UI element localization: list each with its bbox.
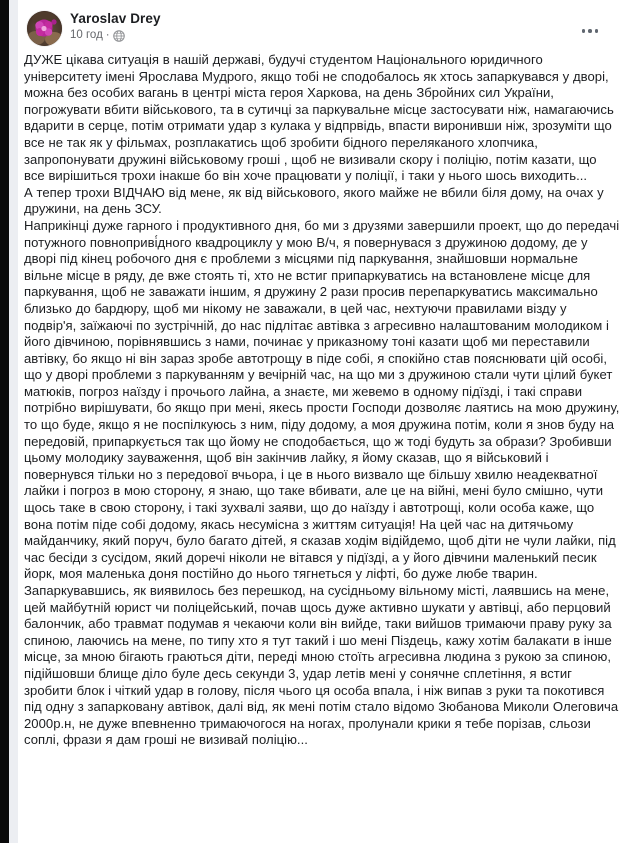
ellipsis-dot — [595, 29, 599, 33]
ellipsis-dot — [582, 29, 586, 33]
post-body — [24, 52, 620, 749]
globe-icon[interactable] — [113, 30, 125, 42]
screenshot-left-edge-bar — [0, 0, 9, 843]
post-paragraph: А тепер трохи ВІДЧАЮ від мене, як від військового, якого майже не вбили біля дому, на очах у дружини, на день ЗСУ. — [24, 184, 604, 217]
post-paragraph: ДУЖЕ цікава ситуація в нашій державі, будучі студентом Національного юридичного університету імені Ярослава Мудрого, якщо тобі не сподобалось як хтось запаркувався у дворі, можна без особих вагань в центрі міста героя Харкова, на день Збройних сил України, погрожувати вбити військового, та в сутичці за паркувальне місце застосувати ніж, намагаючись вдарити в серце, потім отримати удар з кулака у відпрвідь, впасти виронивши ніж, зрозуміти що все не так як у фільмах, розплакатись щоб зробити бідного переляканого хлопчика, запропонувати дружині військовому гроші , щоб не визивали скору і поліцію, потім казати, що все вирішиться трохи інакше бо він хоче працювати у поліції, і таки у нього шось виходить... — [24, 52, 614, 184]
author-block — [70, 10, 161, 43]
post-card — [18, 0, 620, 843]
ellipsis-dot — [588, 29, 592, 33]
post-paragraph: Наприкінці дуже гарного і продуктивного дня, бо ми з друзями завершили проект, що до передачі потужного повноприві́дного квадроциклу у мою В/ч, я повернувася з дружиною додому, де у дворі під кінец робочого дня є проблеми з місцями під паркування, знайшовши нормальне вільне місце в ряду, де вже стоять ті, хто не встиг припаркуватись на встановлене місце для паркування, щоб не заважати іншим, я дружину 2 рази просив перепаркуватись максимально близько до бардюру, щоб ми нікому не заважали, в цей час, нехтуючи правилами візду у подвір'я, заїжаючі по зустрічній, до нас підлітає автівка з агресивно налаштованим молодиком і його дівчиною, порівнявшись з нами, починає у приказному тоні казати щоб ми переставили автівку, бо якщо ні він зараз зробе автотрощу в піде собі, я спокійно став пояснювати цій особі, що у дворі проблеми з паркуванням у вечірній час, на що ми з дружиною стали чути цілий букет матюків, погроз наїзду і прочього лайна, а знаєте, ми жевемо в одному підїзді, і такі справи потрібно вирішувати, бо якщо при мені, якесь прости Господи дозволяє лаятись на мою дружину, то що буде, якщо я не поспілкуюсь з ним, піду додому, а моя дружина потім, коли я знов буду на передовій, припаркується так що йому не сподобається, що ж тоді будуть за образи? Зробивши цьому молодику зауваження, щоб він закінчив лайку, я йому сказав, що я військовий і повернувся тільки но з передової вчьора, і це в нього визвало ще більшу хвилю неадекватної лайки і погроз в мою сторону, я знаю, що таке вбивати, але це на війні, мені було смішно, чути щось таке в свою сторону, і такі зухвалі заяви, що до наїзду і автотрощі, коли особа каже, що вона потім піде собі додому, якась несумісна з життям ситуація! На цей час на дитячьому майданчику, який поруч, було багато дітей, я сказав ходім відійдемо, щоб діти не чули лайки, під час бесіди з сусідом, який доречі ніколи не вітався у підїзді, а у його дівчини маленький песик йорк, моя маленька доня постійно до нього тягнеться у ліфті, бо дуже любе тварин. Запаркувавшись, як виявилось без перешкод, на сусідньому вільному місті, лаявшись на мене, цей майбутній юрист чи поліцейський, почав щось дуже активно шукати у автівці, або перцовий балончик, або травмат подумав я чекаючи коли він вийде, таки вийшов тримаючи праву руку за спиною, лаючись на мене, по типу хто я тут такий і шо мені Піздець, кажу хотім балакати в інше місце, за мною бігають граються діти, переді мною стоїть агресивна людина з рукою за спиною, підійшовши блище діло буле десь секунди 3, удар летів мені у сонячне сплетіння, я встиг зробити блок і чіткий удар в голову, після чього ця особа впала, і ніж випав з руки та покотився під одну з запарковану автівок, далі від, як мені потім стало відомо Зюбанова Миколи Олеговича 2000р.н, не дуже впевненно тримаючогося на ногах, пролунали крики я тебе порізав, сльози соплі, фрази я дам гроші не визивай поліцію... — [24, 217, 620, 748]
post-options-menu-button[interactable] — [578, 21, 602, 41]
avatar[interactable] — [27, 11, 62, 46]
post-header — [18, 7, 620, 53]
screenshot-left-gutter — [9, 0, 18, 843]
meta-separator-dot: · — [105, 29, 110, 41]
author-name[interactable]: Yaroslav Drey — [70, 11, 161, 26]
post-meta-row — [70, 28, 161, 43]
post-timestamp[interactable]: 10 год — [70, 29, 103, 41]
